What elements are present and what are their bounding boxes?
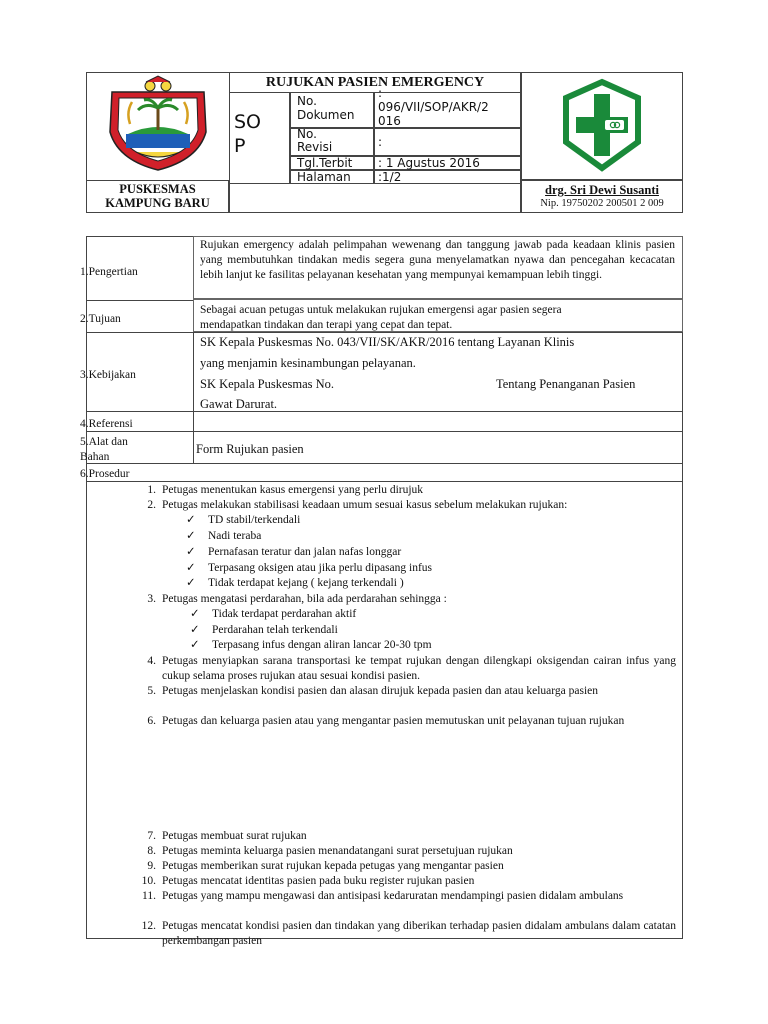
section-label-referensi: 4.Referensi	[80, 418, 133, 430]
right-logo-cell	[521, 72, 683, 180]
section-label-alat-bahan: 5.Alat dan Bahan	[80, 436, 128, 463]
section-label-kebijakan: 3.Kebijakan	[80, 369, 136, 381]
field-label-tgl-terbit: Tgl.Terbit	[297, 156, 353, 170]
check-icon: ✓	[190, 624, 200, 636]
kebijakan-line-2: yang menjamin kesinambungan pelayanan.	[200, 356, 416, 370]
kebijakan-line-1: SK Kepala Puskesmas No. 043/VII/SK/AKR/2016 tentang Layanan Klinis	[200, 335, 575, 349]
check-item: ✓ Terpasang oksigen atau jika perlu dipasang infus	[186, 562, 433, 574]
section-text-tujuan: Sebagai acuan petugas untuk melakukan rujukan emergensi agar pasien segera mendapatkan tindakan dan terapi yang cepat dan tepat.	[200, 304, 562, 331]
header-table	[86, 72, 683, 213]
kebijakan-line-3a: SK Kepala Puskesmas No.	[200, 377, 335, 391]
check-item: ✓ Tidak terdapat perdarahan aktif	[190, 608, 357, 620]
section-label-prosedur: 6.Prosedur	[80, 468, 130, 480]
kebijakan-line-3b: Tentang Penanganan Pasien	[496, 377, 636, 391]
signer-nip: Nip. 19750202 200501 2 009	[540, 198, 664, 209]
left-logo-cell	[86, 72, 229, 180]
field-value-revisi: :	[378, 135, 383, 149]
check-icon: ✓	[186, 514, 196, 526]
check-icon: ✓	[186, 530, 196, 542]
section-text-alat-bahan: Form Rujukan pasien	[196, 442, 304, 456]
check-item: ✓ Nadi teraba	[186, 530, 262, 542]
check-item: ✓ Terpasang infus dengan aliran lancar 20-30 tpm	[190, 639, 432, 651]
org-name: PUSKESMAS KAMPUNG BARU	[105, 182, 210, 210]
sop-label: SO P	[234, 111, 262, 157]
kebijakan-line-4: Gawat Darurat.	[200, 397, 278, 411]
puskesmas-cross-icon	[521, 72, 683, 180]
section-text-pengertian: Rujukan emergency adalah pelimpahan wewenang dan tanggung jawab pada keadaan klinis pasien yang membutuhkan tindakan medis segera guna menyelamatkan nyawa dan pencegahan kecacatan lebih lanjut ke fasilitas pelayanan kesehatan yang mempunyai kemampuan lebih tinggi.	[200, 239, 675, 281]
check-icon: ✓	[190, 639, 200, 651]
check-icon: ✓	[186, 562, 196, 574]
field-value-halaman: :1/2	[378, 170, 402, 184]
check-item: ✓ Perdarahan telah terkendali	[190, 624, 338, 636]
field-value-tgl-terbit: : 1 Agustus 2016	[378, 156, 480, 170]
signer-name: drg. Sri Dewi Susanti	[545, 183, 659, 197]
field-label-revisi: No. Revisi	[297, 127, 333, 154]
procedure-steps: 1. Petugas menentukan kasus emergensi yang perlu dirujuk 2. Petugas melakukan stabilisasi keadaan umum sesuai kasus sebelum melakukan rujukan: ✓ TD stabil/terkendali ✓ Nadi teraba ✓ Pernafasan teratur dan jalan nafas longgar ✓ Terpasang oksigen atau jika perlu dipasang infus ✓ Tidak terdapat kejang ( kejang terkendali ) 3. Petugas mengatasi perdarahan, bila ada perdarahan sehingga : ✓ Tidak terdapat perdarahan aktif ✓ Perdarahan telah terkendali ✓ Terpasang infus dengan aliran lancar 20-30 tpm 4. Petugas menyiapkan sarana transportasi ke tempat rujukan dengan dilengkapi oksigendan cairan infus yang cukup selama proses rujukan atau sesuai kondisi pasien. 5. Petugas menjelaskan kondisi pasien dan alasan dirujuk kepada pasien dan atau keluarga pasien 6. Petugas dan keluarga pasien atau yang mengantar pasien memutuskan unit pelayanan tujuan rujukan 7. Petugas membuat surat rujukan 8. Petugas meminta keluarga pasien menandatangani surat persetujuan rujukan 9. Petugas memberikan surat rujukan kepada petugas yang mengantar pasien 10. Petugas mencatat identitas pasien pada buku register rujukan pasien 11. Petugas yang mampu mengawasi dan antisipasi kedaruratan mendampingi pasien didalam ambulans 12. Petugas mencatat kondisi pasien dan tindakan yang diberikan terhadap pasien didalam ambulans dalam catatan perkembangan pasien	[141, 484, 676, 947]
field-label-halaman: Halaman	[297, 170, 351, 184]
check-item: ✓ Tidak terdapat kejang ( kejang terkendali )	[186, 577, 404, 589]
section-label-tujuan: 2.Tujuan	[80, 313, 121, 325]
regency-crest-icon	[86, 72, 229, 180]
content-table	[80, 236, 683, 947]
field-label-dokumen: No. Dokumen	[297, 94, 355, 122]
doc-title: RUJUKAN PASIEN EMERGENCY	[265, 75, 485, 90]
check-icon: ✓	[190, 608, 200, 620]
check-icon: ✓	[186, 577, 196, 589]
field-value-dokumen: : 096/VII/SOP/AKR/2 016	[378, 86, 489, 128]
section-label-pengertian: 1.Pengertian	[80, 266, 138, 278]
check-icon: ✓	[186, 546, 196, 558]
check-item: ✓ TD stabil/terkendali	[186, 514, 301, 526]
check-item: ✓ Pernafasan teratur dan jalan nafas longgar	[186, 546, 402, 558]
